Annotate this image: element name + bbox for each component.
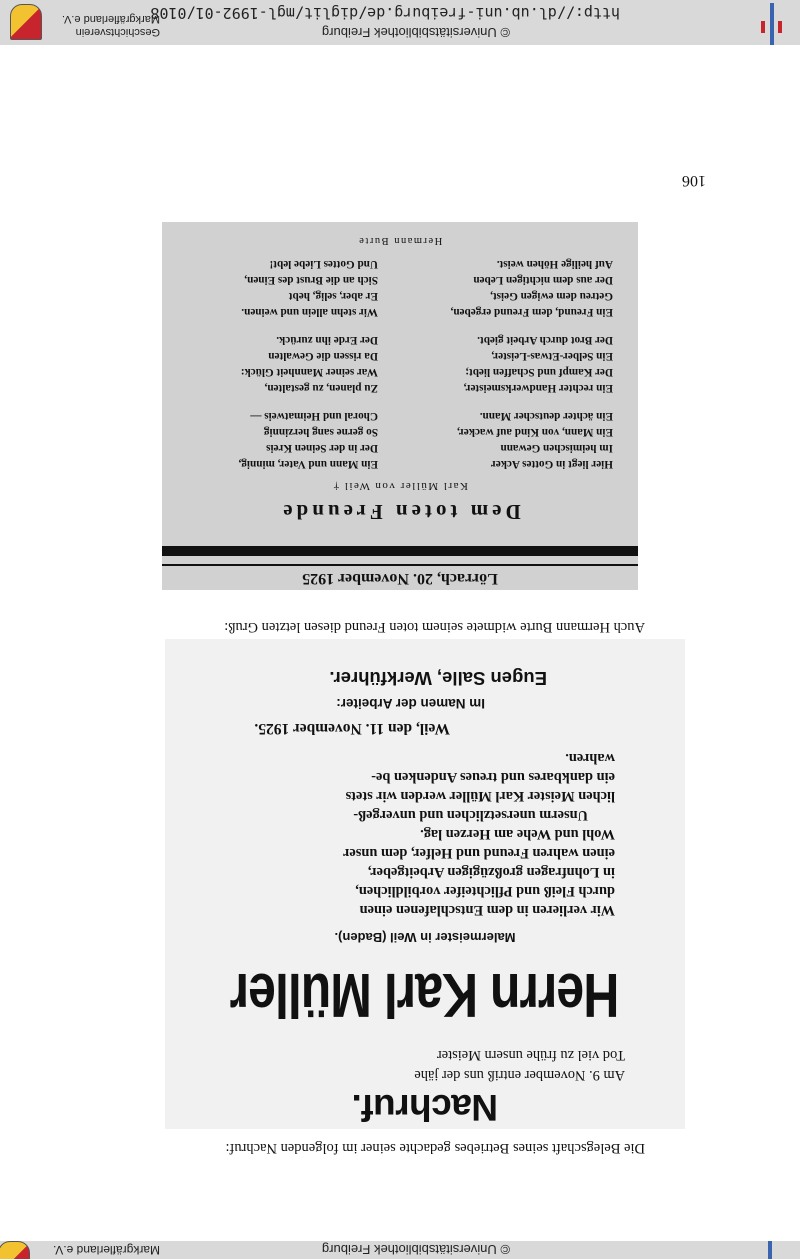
obituary-title: Nachruf. — [351, 1087, 499, 1128]
obituary-line: Am 9. November entriß uns der jähe — [414, 1067, 625, 1083]
obituary-on-behalf: Im Namen der Arbeiter: — [336, 696, 485, 711]
society-crest-icon — [10, 4, 42, 40]
poem-line-left: Ein rechter Handwerksmeister, — [463, 382, 613, 394]
rule-thick — [162, 546, 638, 556]
footer-url[interactable]: http://dl.ub.uni-freiburg.de/diglit/mgl-1992-01/0108 — [150, 4, 620, 22]
poem-line-left: Ein ächter deutscher Mann. — [479, 410, 613, 422]
poem-line-right: Und Gottes Liebe lebt! — [269, 258, 378, 270]
ub-logo-icon — [770, 3, 774, 45]
poem-byline: Karl Müller von Weil † — [332, 480, 468, 492]
footer-society-line2: Markgräflerland e.V. — [61, 13, 160, 25]
poem-line-left: Der Kampf und Schaffen liebt; — [465, 366, 613, 378]
obituary-body-line: ein dankbares und treues Andenken be- — [371, 769, 615, 785]
poem-line-right: Sich an die Brust des Einen, — [244, 274, 378, 286]
poem-line-left: Getreu dem ewigen Geist, — [490, 290, 613, 302]
poem-line-right: Der Erde ihn zurück. — [276, 334, 378, 346]
poem-heading: Dem toten Freunde — [279, 500, 521, 524]
header-society: Markgräflerland e.V. — [53, 1243, 160, 1257]
obituary-place-date: Weil, den 11. November 1925. — [254, 720, 450, 737]
middle-text: Auch Hermann Burte widmete seinem toten Freund diesen letzten Gruß: — [224, 619, 645, 635]
poem-line-right: Zu planen, zu gestalten, — [264, 382, 378, 394]
poem-dateline: Lörrach, 20. November 1925 — [302, 570, 498, 587]
page-number: 106 — [682, 172, 706, 189]
obituary-body-line: wahren. — [565, 750, 615, 766]
obituary-clipping — [165, 639, 685, 1129]
obituary-body-line: Wohl und Wehe am Herzen lag. — [420, 826, 615, 842]
rule-thin — [162, 564, 638, 566]
header-bar — [0, 1241, 800, 1259]
obituary-subtitle: Malermeister in Weil (Baden). — [334, 930, 516, 945]
poem-author: Hermann Burte — [357, 235, 443, 246]
footer-society-line1: Geschichtsverein — [75, 26, 160, 38]
poem-line-left: Im heimischen Gewann — [500, 442, 613, 454]
obituary-body-line: Unserm unersetzlichen und unvergeß- — [353, 807, 588, 823]
poem-line-left: Ein Mann, von Kind auf wacker, — [457, 426, 613, 438]
footer-bar — [0, 0, 800, 45]
poem-line-left: Auf heilige Höhen weist. — [496, 258, 613, 270]
obituary-body-line: durch Fleiß und Pflichteifer vorbildlichen, — [355, 883, 615, 899]
poem-line-left: Der aus dem nichtigen Leben — [473, 274, 613, 286]
header-copyright: © Universitätsbibliothek Freiburg — [321, 1242, 510, 1257]
obituary-line: Tod viel zu frühe unsern Meister — [436, 1047, 625, 1063]
footer-copyright: © Universitätsbibliothek Freiburg — [321, 25, 510, 40]
ub-logo-icon — [768, 1241, 772, 1259]
ub-logo-red-icon — [778, 21, 782, 33]
poem-line-left: Ein Freund, dem Freund ergeben, — [450, 306, 613, 318]
ub-logo-red-icon — [761, 21, 765, 33]
poem-line-right: Choral und Heimatweis — — [250, 410, 378, 422]
poem-line-left: Der Brot durch Arbeit giebt. — [477, 334, 613, 346]
poem-line-right: War seiner Mannheit Glück: — [240, 366, 378, 378]
poem-line-right: Wir stehn allein und weinen. — [241, 306, 378, 318]
poem-line-right: Er aber, selig, hebt — [288, 290, 378, 302]
poem-line-left: Hier liegt in Gottes Acker — [490, 458, 613, 470]
poem-clipping — [162, 222, 638, 590]
obituary-body-line: Wir verlieren in dem Entschlafenen einen — [359, 902, 615, 918]
obituary-body-line: einen wahren Freund und Helfer, dem unser — [343, 845, 615, 861]
poem-line-right: So gerne sang herzinnig — [263, 426, 378, 438]
poem-line-left: Ein Selber-Etwas-Leister, — [491, 350, 613, 362]
intro-text: Die Belegschaft seines Betriebes gedachte seiner im folgenden Nachruf: — [225, 1140, 645, 1156]
obituary-signature: Eugen Salle, Werkführer. — [329, 668, 547, 689]
obituary-body-line: lichen Meister Karl Müller werden wir stets — [345, 788, 615, 804]
obituary-body-line: in Lohnfragen großzügigen Arbeitgeber, — [367, 864, 615, 880]
society-crest-icon — [0, 1241, 30, 1259]
poem-line-right: Ein Mann und Vater, minnig, — [238, 458, 378, 470]
poem-line-right: Da rissen die Gewalten — [268, 350, 378, 362]
poem-line-right: Der in der Seinen Kreis — [266, 442, 378, 454]
obituary-name: Herrn Karl Müller — [230, 960, 620, 1030]
